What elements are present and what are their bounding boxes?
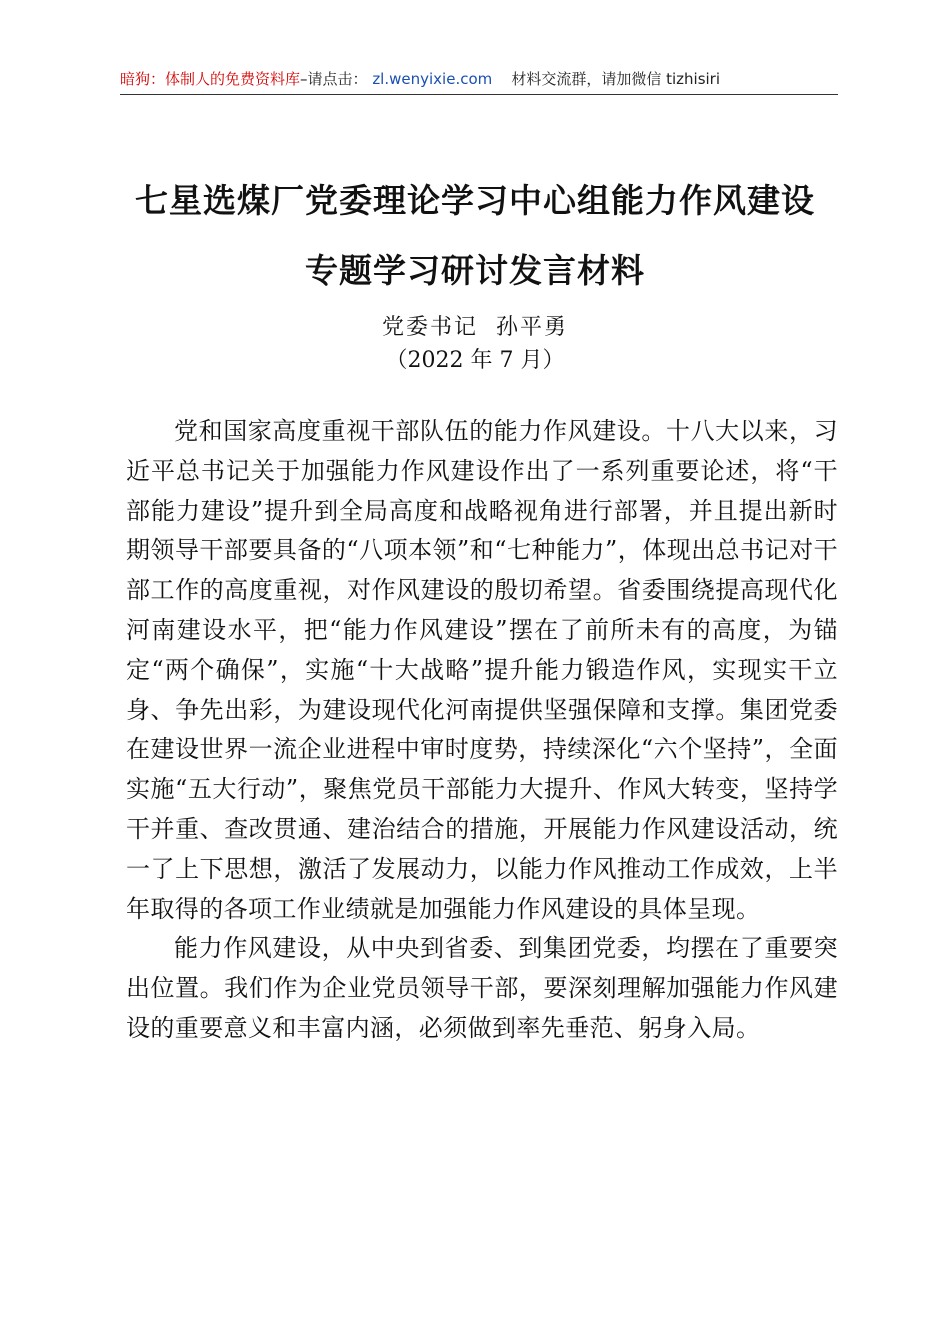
document-body — [126, 412, 838, 1049]
page-header — [120, 66, 838, 95]
body-paragraph-2: 能力作风建设，从中央到省委、到集团党委，均摆在了重要突出位置。我们作为企业党员领导干部，要深刻理解加强能力作风建设的重要意义和丰富内涵，必须做到率先垂范、躬身入局。 — [126, 934, 838, 1042]
header-brand: 暗狗：体制人的免费资料库 — [120, 70, 301, 88]
header-link[interactable]: zl.wenyixie.com — [372, 70, 493, 88]
header-prompt: –请点击： — [300, 70, 368, 88]
document-title-line1: 七星选煤厂党委理论学习中心组能力作风建设 — [135, 181, 815, 220]
document-author: 党委书记 孙平勇 — [382, 315, 568, 340]
header-group-note: 材料交流群，请加微信 tizhisiri — [511, 70, 721, 88]
body-paragraph-1: 党和国家高度重视干部队伍的能力作风建设。十八大以来，习近平总书记关于加强能力作风建设作出了一系列重要论述，将“干部能力建设”提升到全局高度和战略视角进行部署，并且提出新时期领导干部要具备的“八项本领”和“七种能力”，体现出总书记对干部工作的高度重视，对作风建设的殷切希望。省委围绕提高现代化河南建设水平，把“能力作风建设”摆在了前所未有的高度，为锚定“两个确保”，实施“十大战略”提升能力锻造作风，实现实干立身、争先出彩，为建设现代化河南提供坚强保障和支撑。集团党委在建设世界一流企业进程中审时度势，持续深化“六个坚持”，全面实施“五大行动”，聚焦党员干部能力大提升、作风大转变，坚持学干并重、查改贯通、建治结合的措施，开展能力作风建设活动，统一了上下思想，激活了发展动力，以能力作风推动工作成效，上半年取得的各项工作业绩就是加强能力作风建设的具体呈现。 — [126, 417, 838, 923]
document-date: （2022 年 7 月） — [385, 348, 565, 373]
document-title-line2: 专题学习研讨发言材料 — [305, 251, 645, 290]
